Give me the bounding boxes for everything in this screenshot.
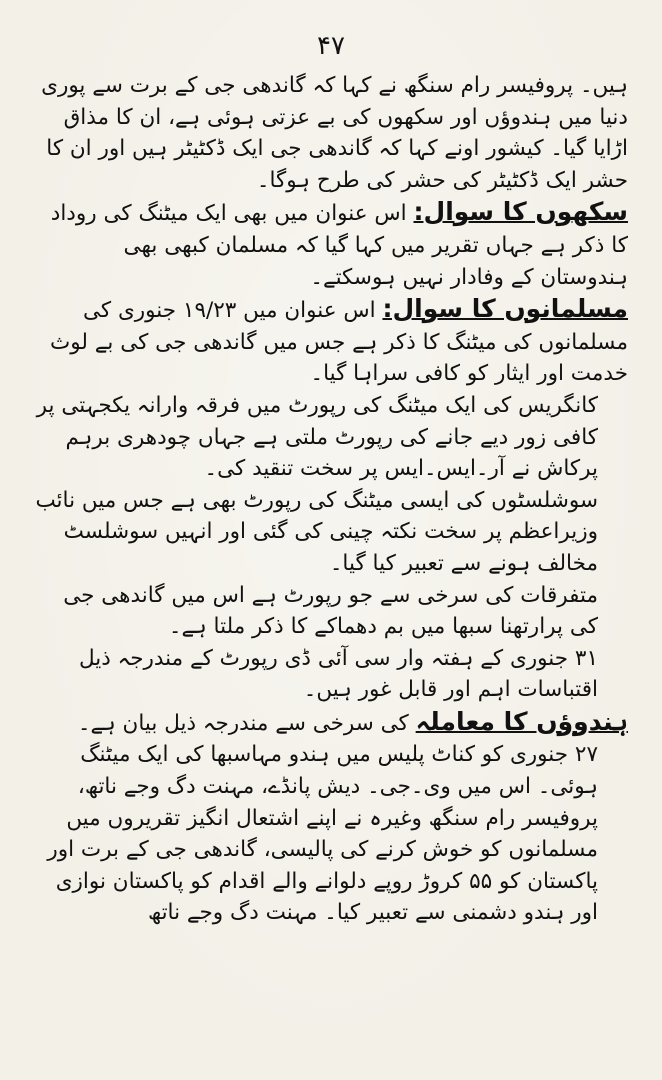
paragraph-socialists-text: سوشلسٹوں کی ایسی میٹنگ کی رپورٹ بھی ہے جس میں نائب وزیراعظم پر سخت نکتہ چینی کی گئی اور انہیں سوشلسٹ مخالف ہونے سے تعبیر کیا گیا۔ bbox=[35, 487, 598, 576]
paragraph-congress-meeting-text: کانگریس کی ایک میٹنگ کی رپورٹ میں فرقہ وارانہ یکجہتی پر کافی زور دیے جانے کی رپورٹ ملتی ہے جہاں چودھری برہم پرکاش نے آر۔ایس۔ایس پر سخت تنقید کی۔ bbox=[36, 392, 598, 482]
paragraph-hindu-matter-text: کی سرخی سے مندرجہ ذیل بیان ہے۔ bbox=[77, 710, 409, 736]
heading-sikh-question: سکھوں کا سوال: bbox=[413, 197, 628, 227]
paragraph-hindu-matter bbox=[34, 706, 628, 740]
paragraph-socialists bbox=[34, 485, 628, 580]
paragraph-miscellaneous-text: متفرقات کی سرخی سے جو رپورٹ ہے اس میں گاندھی جی کی پرارتھنا سبھا میں بم دھماکے کا ذکر ملتا ہے۔ bbox=[63, 582, 598, 640]
paragraph-muslim-question bbox=[34, 293, 628, 390]
paragraph-cid-report-text: ۳۱ جنوری کے ہفتہ وار سی آئی ڈی رپورٹ کے مندرجہ ذیل اقتباسات اہم اور قابل غور ہیں۔ bbox=[78, 645, 598, 703]
paragraph-connaught-place-meeting-text: ۲۷ جنوری کو کناٹ پلیس میں ہندو مہاسبھا کی ایک میٹنگ ہوئی۔ اس میں وی۔جی۔ دیش پانڈے، مہنت دگ وجے ناتھ، پروفیسر رام سنگھ وغیرہ نے اپنے اشتعال انگیز تقریروں میں مسلمانوں کو خوش کرنے کی پالیسی، گاندھی جی کے برت اور پاکستان کو ۵۵ کروڑ روپے دلوانے والے اقدام کو پاکستان نوازی اور ہندو دشمنی سے تعبیر کیا۔ مہنت دگ وجے ناتھ bbox=[47, 742, 598, 926]
paragraph-miscellaneous bbox=[34, 580, 628, 643]
paragraph-congress-meeting bbox=[34, 390, 628, 485]
paragraph-sikh-question bbox=[34, 196, 628, 293]
paragraph-1-text: ہیں۔ پروفیسر رام سنگھ نے کہا کہ گاندھی جی کے برت سے پوری دنیا میں ہندوؤں اور سکھوں کی بے عزتی ہوئی ہے، ان کا مذاق اڑایا گیا۔ کیشور اونے کہا کہ گاندھی جی ایک ڈکٹیٹر ہیں اور ان کا حشر ایک ڈکٹیٹر کی حشر کی طرح ہوگا۔ bbox=[41, 73, 628, 193]
document-body bbox=[34, 70, 628, 929]
page-number: ۴۷ bbox=[317, 31, 345, 61]
heading-muslim-question: مسلمانوں کا سوال: bbox=[382, 294, 628, 324]
paragraph-muslim-question-text: اس عنوان میں ۱۹/۲۳ جنوری کی مسلمانوں کی میٹنگ کا ذکر ہے جس میں گاندھی جی کی بے لوث خدمت اور ایثار کو کافی سراہا گیا۔ bbox=[50, 298, 628, 387]
paragraph-1 bbox=[34, 70, 628, 196]
paragraph-cid-report bbox=[34, 643, 628, 706]
heading-hindu-matter: ہندوؤں کا معاملہ bbox=[415, 706, 628, 736]
paragraph-connaught-place-meeting bbox=[34, 739, 628, 929]
paragraph-sikh-question-text: اس عنوان میں بھی ایک میٹنگ کی روداد کا ذکر ہے جہاں تقریر میں کہا گیا کہ مسلمان کبھی بھی ہندوستان کے وفادار نہیں ہوسکتے۔ bbox=[50, 201, 628, 290]
